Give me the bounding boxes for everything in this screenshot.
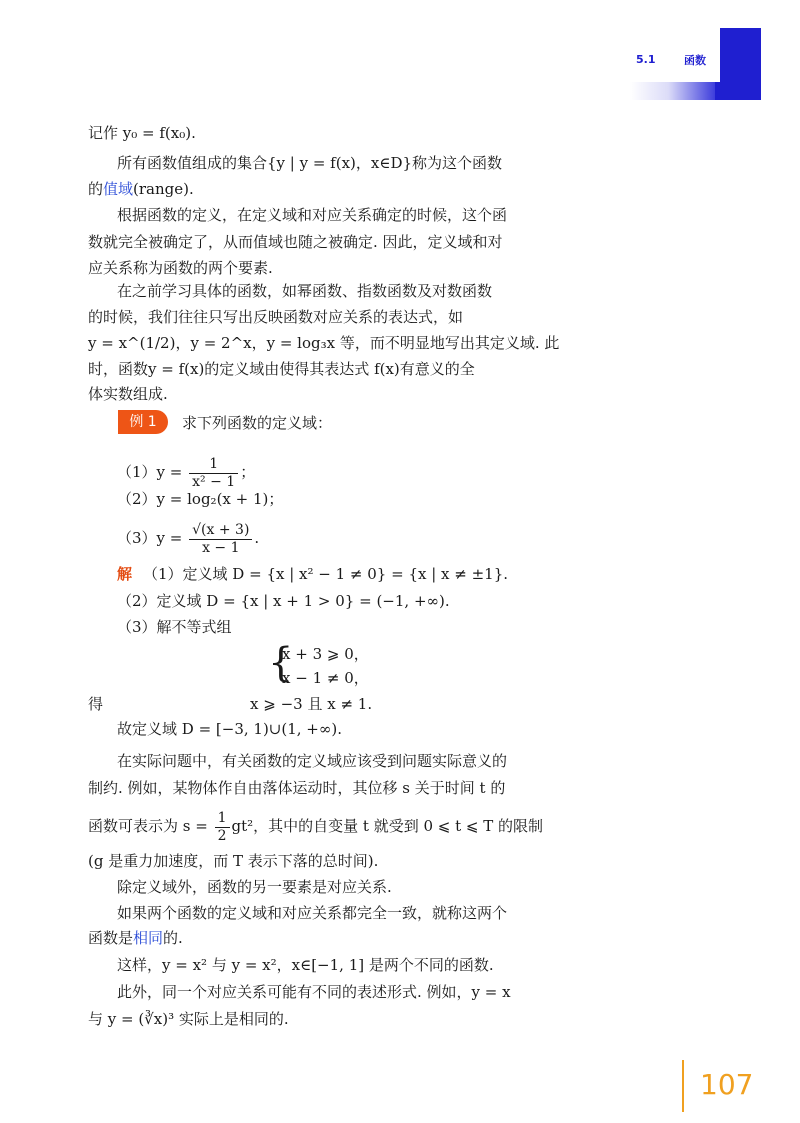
system-line-1: x + 3 ⩾ 0，: [282, 645, 369, 663]
item-3-numerator: √(x + 3): [189, 522, 252, 540]
para-line-3: [88, 806, 543, 846]
line-5: 数就完全被确定了，从而值域也随之被确定. 因此，定义域和对: [88, 233, 503, 251]
line-2: 所有函数值组成的集合{y | y = f(x)，x∈D}称为这个函数: [117, 154, 503, 172]
para-line-2: 制约. 例如，某物体作自由落体运动时，其位移 s 关于时间 t 的: [88, 779, 506, 797]
line-11: 体实数组成.: [88, 385, 168, 403]
term-same: 相同: [133, 929, 164, 947]
para-line-5: 除定义域外，函数的另一要素是对应关系.: [117, 878, 392, 896]
item-1-suffix: ；: [240, 463, 256, 481]
line-10: 时，函数y = f(x)的定义域由使得其表达式 f(x)有意义的全: [88, 360, 475, 378]
para-line-1: 在实际问题中，有关函数的定义域应该受到问题实际意义的: [117, 752, 508, 770]
term-range: 值域: [103, 180, 134, 198]
one-half-fraction: [215, 810, 230, 845]
line-3-text-a: 的: [88, 180, 104, 198]
para-7-text-b: 的.: [163, 929, 183, 947]
item-1-fraction: [189, 456, 238, 491]
para-3-text-a: 函数可表示为 s =: [88, 817, 208, 835]
item-1-numerator: 1: [189, 456, 238, 474]
line-6: 应关系称为函数的两个要素.: [88, 259, 273, 277]
header-bar: [715, 28, 761, 100]
line-3-text-b: (range).: [133, 180, 194, 198]
para-line-8: 这样，y = x² 与 y = x²，x∈[−1, 1] 是两个不同的函数.: [117, 956, 494, 974]
example-item-2: （2）y = log₂(x + 1)；: [117, 490, 284, 508]
line-3: [88, 180, 194, 198]
line-9: y = x^(1/2)，y = 2^x，y = log₃x 等，而不明显地写出其定义域. 此: [88, 334, 560, 352]
system-brace: {: [268, 640, 294, 686]
item-1-prefix: （1）y =: [117, 463, 183, 481]
example-badge: 例 1: [118, 410, 168, 434]
solution-de: 得: [88, 695, 104, 713]
section-title: 函数: [684, 54, 706, 67]
item-3-fraction: [189, 522, 252, 557]
example-item-1: [117, 452, 255, 492]
half-denominator: 2: [217, 827, 227, 844]
solution-conclusion: 故定义域 D = [−3, 1)∪(1, +∞).: [117, 720, 342, 738]
solution-label: 解: [117, 565, 133, 583]
para-3-text-b: gt²，其中的自变量 t 就受到 0 ⩽ t ⩽ T 的限制: [231, 817, 544, 835]
system-line-2: x − 1 ≠ 0，: [282, 669, 369, 687]
para-7-text-a: 函数是: [88, 929, 134, 947]
solution-result: x ⩾ −3 且 x ≠ 1.: [250, 695, 373, 713]
solution-3: （3）解不等式组: [117, 618, 232, 636]
section-number: 5.1: [636, 53, 656, 66]
solution-2: （2）定义域 D = {x | x + 1 > 0} = (−1, +∞).: [117, 592, 450, 610]
line-4: 根据函数的定义，在定义域和对应关系确定的时候，这个函: [117, 206, 508, 224]
line-8: 的时候，我们往往只写出反映函数对应关系的表达式，如: [88, 308, 464, 326]
para-line-6: 如果两个函数的定义域和对应关系都完全一致，就称这两个: [117, 904, 508, 922]
para-line-7: [88, 929, 183, 947]
para-line-4: (g 是重力加速度，而 T 表示下落的总时间).: [88, 852, 379, 870]
page-number: 107: [700, 1068, 754, 1101]
item-3-suffix: .: [254, 529, 260, 547]
page-number-rule: [682, 1060, 684, 1112]
para-line-9: 此外，同一个对应关系可能有不同的表述形式. 例如，y = x: [117, 983, 511, 1001]
para-line-10: 与 y = (∛x)³ 实际上是相同的.: [88, 1010, 289, 1028]
example-item-3: [117, 518, 259, 558]
solution-1: （1）定义域 D = {x | x² − 1 ≠ 0} = {x | x ≠ ±1}.: [143, 565, 509, 583]
line-7: 在之前学习具体的函数，如幂函数、指数函数及对数函数: [117, 282, 493, 300]
example-prompt: 求下列函数的定义域：: [182, 414, 333, 432]
line-1: 记作 y₀ = f(x₀).: [88, 124, 196, 142]
item-3-prefix: （3）y =: [117, 529, 183, 547]
half-numerator: 1: [215, 810, 230, 828]
item-3-denominator: x − 1: [202, 539, 240, 556]
item-1-denominator: x² − 1: [192, 473, 236, 490]
